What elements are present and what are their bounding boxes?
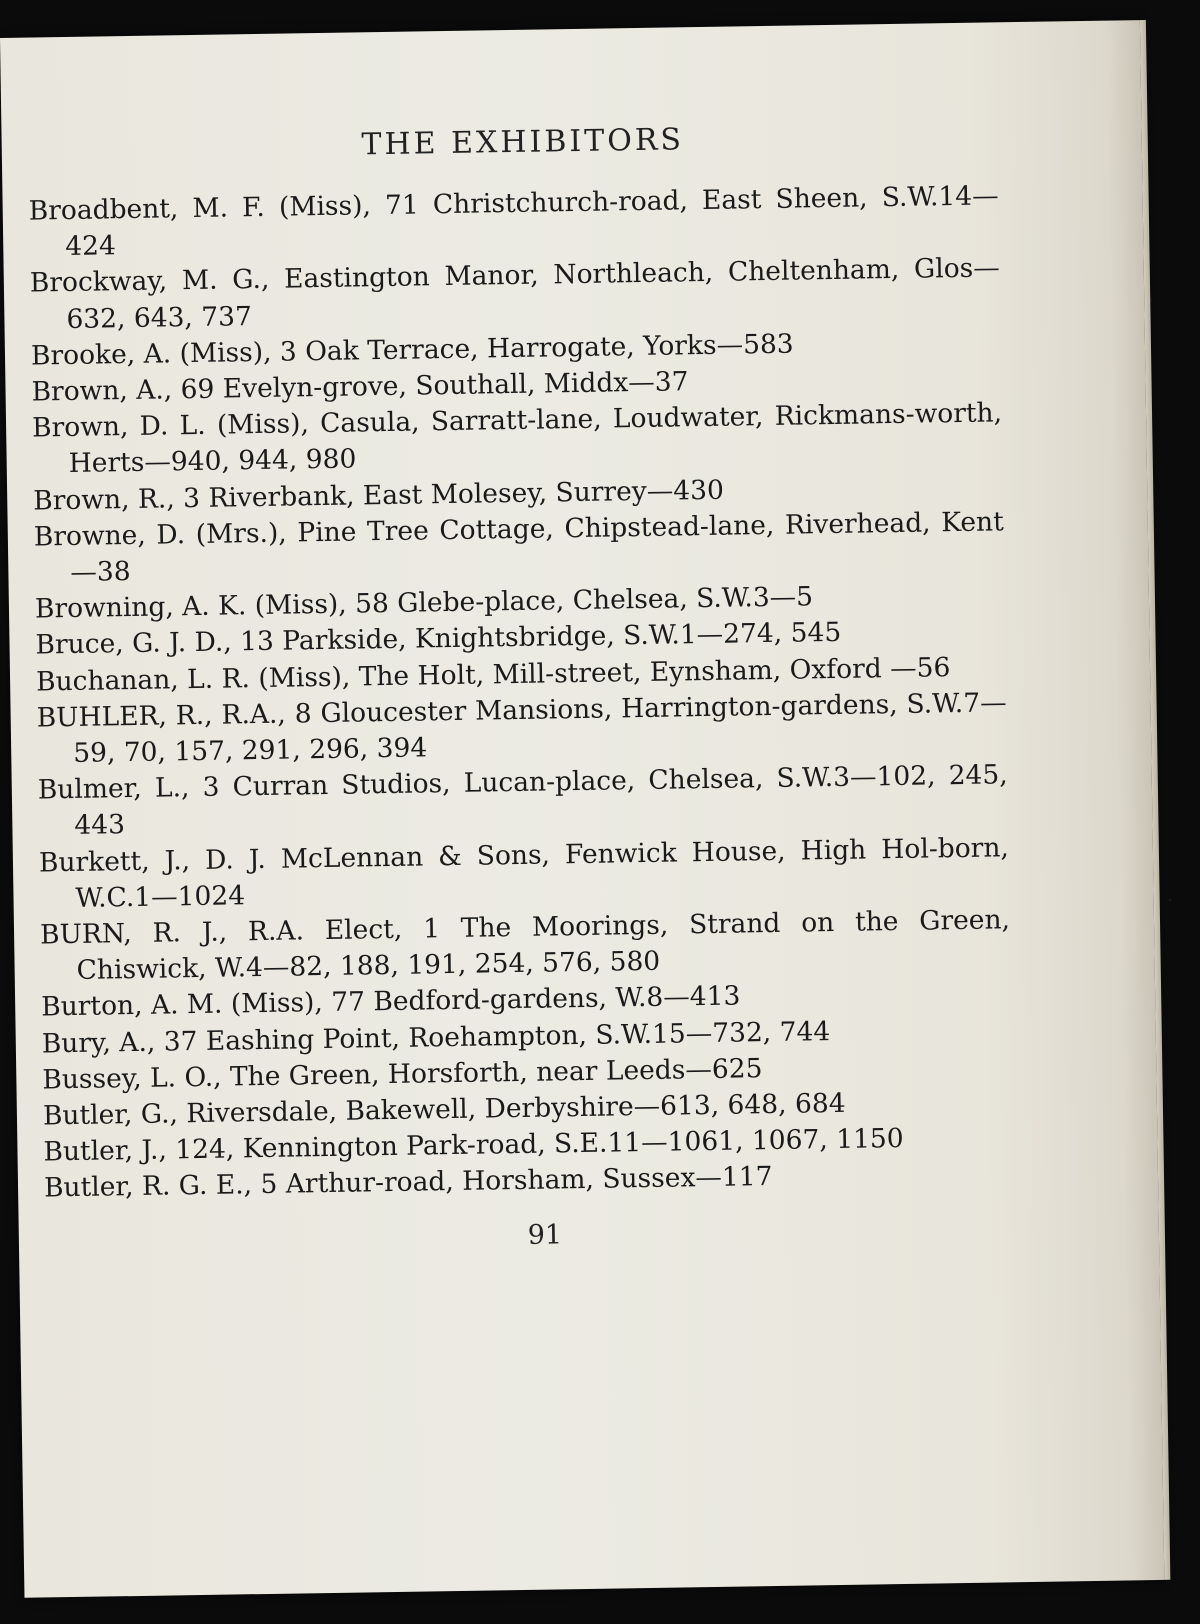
exhibitor-entry: Brown, A., 69 Evelyn-grove, Southall, Middx—37 <box>31 366 689 408</box>
page-edge <box>1140 20 1171 1580</box>
text-block <box>27 117 1015 1258</box>
exhibitor-entry: Brooke, A. (Miss), 3 Oak Terrace, Harrogate, Yorks—583 <box>30 328 794 372</box>
exhibitor-entry: Buchanan, L. R. (Miss), The Holt, Mill-street, Eynsham, Oxford —56 <box>35 651 951 698</box>
exhibitor-entry: Browne, D. (Mrs.), Pine Tree Cottage, Chipstead-lane, Riverhead, Kent—38 <box>33 506 1004 588</box>
exhibitor-entry: Bulmer, L., 3 Curran Studios, Lucan-place, Chelsea, S.W.3—102, 245, 443 <box>37 759 1008 842</box>
exhibitor-entry: Brown, D. L. (Miss), Casula, Sarratt-lane, Loudwater, Rickmans-worth, Herts—940, 944, 980 <box>31 397 1003 480</box>
exhibitor-entry: Butler, R. G. E., 5 Arthur-road, Horsham, Sussex—117 <box>43 1161 773 1204</box>
exhibitor-entry: BUHLER, R., R.A., 8 Gloucester Mansions, Harrington-gardens, S.W.7—59, 70, 157, 291, 296, 394 <box>36 687 1007 769</box>
exhibitor-entry: Burton, A. M. (Miss), 77 Bedford-gardens, W.8—413 <box>40 980 741 1023</box>
exhibitor-entry: BURN, R. J., R.A. Elect, 1 The Moorings, Strand on the Green, Chiswick, W.4—82, 188, 191, 254, 576, 580 <box>39 904 1011 987</box>
exhibitor-entry: Brockway, M. G., Eastington Manor, Northleach, Cheltenham, Glos—632, 643, 737 <box>29 252 1000 335</box>
exhibitor-entry: Butler, J., 124, Kennington Park-road, S.E.11—1061, 1067, 1150 <box>43 1123 904 1168</box>
exhibitor-entry: Burkett, J., D. J. McLennan & Sons, Fenwick House, High Hol-born, W.C.1—1024 <box>38 831 1010 914</box>
running-head: THE EXHIBITORS <box>361 122 685 163</box>
page-number: 91 <box>527 1219 563 1251</box>
exhibitor-list <box>28 178 1014 1207</box>
exhibitor-entry: Brown, R., 3 Riverbank, East Molesey, Surrey—430 <box>33 474 725 517</box>
exhibitor-entry: Bury, A., 37 Eashing Point, Roehampton, S.W.15—732, 744 <box>41 1015 831 1060</box>
exhibitor-entry: Bruce, G. J. D., 13 Parkside, Knightsbridge, S.W.1—274, 545 <box>35 617 842 661</box>
exhibitor-entry: Bussey, L. O., The Green, Horsforth, near Leeds—625 <box>42 1053 763 1096</box>
book-page <box>0 20 1164 1598</box>
exhibitor-entry: Broadbent, M. F. (Miss), 71 Christchurch-road, East Sheen, S.W.14—424 <box>28 180 999 263</box>
exhibitor-entry: Browning, A. K. (Miss), 58 Glebe-place, Chelsea, S.W.3—5 <box>34 581 814 625</box>
exhibitor-entry: Butler, G., Riversdale, Bakewell, Derbyshire—613, 648, 684 <box>42 1087 846 1132</box>
